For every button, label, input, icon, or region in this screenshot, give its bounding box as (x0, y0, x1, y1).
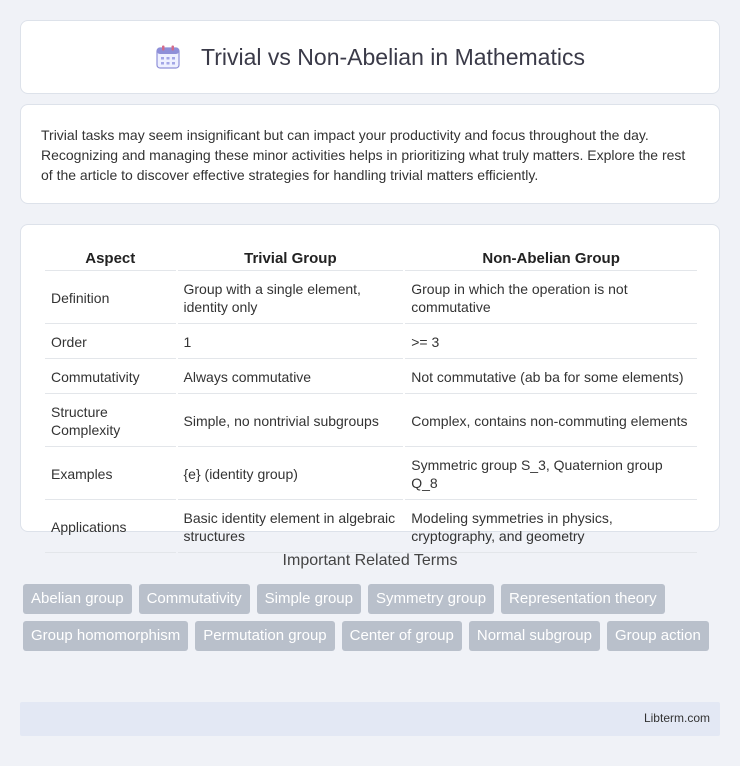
table-row (45, 396, 697, 447)
table-cell: Definition (45, 273, 176, 324)
related-term-tag[interactable]: Symmetry group (368, 584, 494, 614)
table-row (45, 449, 697, 500)
intro-text: Trivial tasks may seem insignificant but can impact your productivity and focus throughout the day. Recognizing and managing these minor activities helps in prioritizing what truly matters. Explore the rest of the article to discover effective strategies for handling trivial matters efficiently. (41, 127, 686, 183)
column-header: Trivial Group (178, 247, 404, 271)
related-term-tag[interactable]: Representation theory (501, 584, 665, 614)
related-term-tag[interactable]: Simple group (257, 584, 361, 614)
table-cell: Not commutative (ab ba for some elements) (405, 361, 697, 394)
related-term-tag[interactable]: Permutation group (195, 621, 334, 651)
table-cell: {e} (identity group) (178, 449, 404, 500)
related-term-tag[interactable]: Group homomorphism (23, 621, 188, 651)
page-title: Trivial vs Non-Abelian in Mathematics (201, 43, 585, 70)
table-cell: Simple, no nontrivial subgroups (178, 396, 404, 447)
table-cell: >= 3 (405, 326, 697, 359)
table-row (45, 273, 697, 324)
table-cell: Group with a single element, identity only (178, 273, 404, 324)
table-cell: Structure Complexity (45, 396, 176, 447)
comparison-table-card (20, 224, 720, 544)
calendar-icon (155, 44, 181, 70)
table-row (45, 361, 697, 394)
related-term-tag[interactable]: Abelian group (23, 584, 132, 614)
comparison-table (43, 245, 699, 555)
table-cell: Complex, contains non-commuting elements (405, 396, 697, 447)
related-term-tag[interactable]: Commutativity (139, 584, 250, 614)
table-cell: Modeling symmetries in physics, cryptography, and geometry (405, 502, 697, 553)
related-terms-tags (23, 584, 723, 651)
table-row (45, 326, 697, 359)
table-cell: 1 (178, 326, 404, 359)
title-card (20, 20, 720, 94)
table-cell: Always commutative (178, 361, 404, 394)
related-term-tag[interactable]: Group action (607, 621, 709, 651)
table-cell: Commutativity (45, 361, 176, 394)
table-cell: Order (45, 326, 176, 359)
intro-card (20, 104, 720, 204)
related-terms-title: Important Related Terms (282, 552, 458, 569)
related-term-tag[interactable]: Center of group (342, 621, 462, 651)
related-term-tag[interactable]: Normal subgroup (469, 621, 600, 651)
footer (20, 702, 720, 736)
column-header: Non-Abelian Group (405, 247, 697, 271)
table-cell: Examples (45, 449, 176, 500)
table-cell: Group in which the operation is not commutative (405, 273, 697, 324)
footer-site-link[interactable]: Libterm.com (643, 711, 710, 725)
table-cell: Basic identity element in algebraic structures (178, 502, 404, 553)
table-row (45, 502, 697, 553)
column-header: Aspect (45, 247, 176, 271)
table-cell: Symmetric group S_3, Quaternion group Q_8 (405, 449, 697, 500)
table-cell: Applications (45, 502, 176, 553)
table-header-row (45, 247, 697, 271)
